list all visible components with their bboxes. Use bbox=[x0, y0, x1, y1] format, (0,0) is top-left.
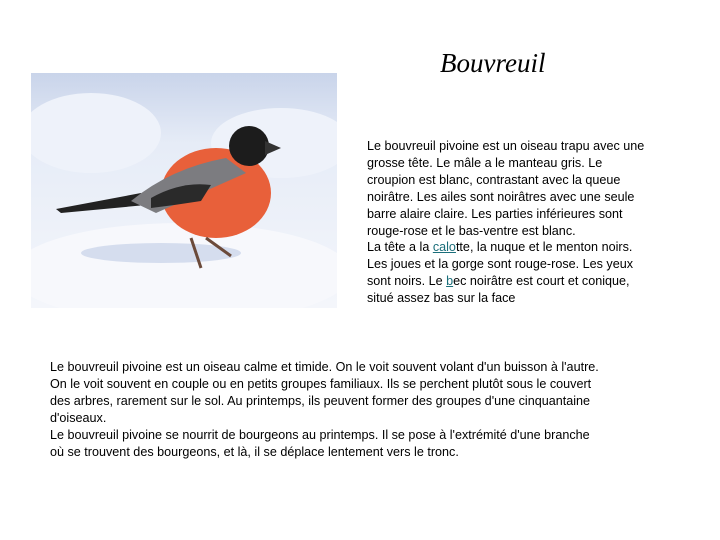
text-line: croupion est blanc, contrastant avec la queue bbox=[367, 172, 621, 187]
behavior-text bbox=[50, 359, 599, 460]
text-line: rouge-rose et le bas-ventre est blanc. bbox=[367, 223, 576, 238]
bec-link[interactable]: b bbox=[446, 274, 454, 289]
text-line: On le voit souvent en couple ou en petits groupes familiaux. Ils se perchent plutôt sous le couvert bbox=[50, 376, 592, 391]
text-line: d'oiseaux. bbox=[50, 410, 107, 425]
text-line: Le bouvreuil pivoine est un oiseau calme et timide. On le voit souvent volant d'un buisson à l'autre. bbox=[50, 360, 599, 374]
page-title: Bouvreuil bbox=[440, 48, 546, 78]
text-line: barre alaire claire. Les parties inférieures sont bbox=[367, 206, 623, 221]
text-segment: La tête a la bbox=[367, 240, 433, 255]
calotte-link[interactable]: calo bbox=[432, 240, 456, 255]
text-line: noirâtre. Les ailes sont noirâtres avec une seule bbox=[367, 189, 635, 204]
text-line: Le bouvreuil pivoine se nourrit de bourgeons au printemps. Il se pose à l'extrémité d'une branche bbox=[50, 427, 590, 442]
bullfinch-photo bbox=[31, 73, 337, 308]
text-line: Les joues et la gorge sont rouge-rose. Les yeux bbox=[367, 257, 634, 272]
text-line: où se trouvent des bourgeons, et là, il se déplace lentement vers le tronc. bbox=[50, 444, 459, 459]
text-line: grosse tête. Le mâle a le manteau gris. Le bbox=[367, 155, 603, 170]
text-line: des arbres, rarement sur le sol. Au printemps, ils peuvent former des groupes d'une cinquantaine bbox=[50, 393, 591, 408]
description-text bbox=[367, 138, 644, 307]
text-line bbox=[367, 239, 644, 256]
text-segment: tte, la nuque et le menton noirs. bbox=[455, 240, 633, 255]
text-line bbox=[367, 273, 644, 290]
text-line: situé assez bas sur la face bbox=[367, 291, 516, 306]
text-line: Le bouvreuil pivoine est un oiseau trapu avec une bbox=[367, 139, 645, 153]
text-segment: ec noirâtre est court et conique, bbox=[453, 274, 630, 289]
text-segment: sont noirs. Le bbox=[367, 274, 447, 289]
